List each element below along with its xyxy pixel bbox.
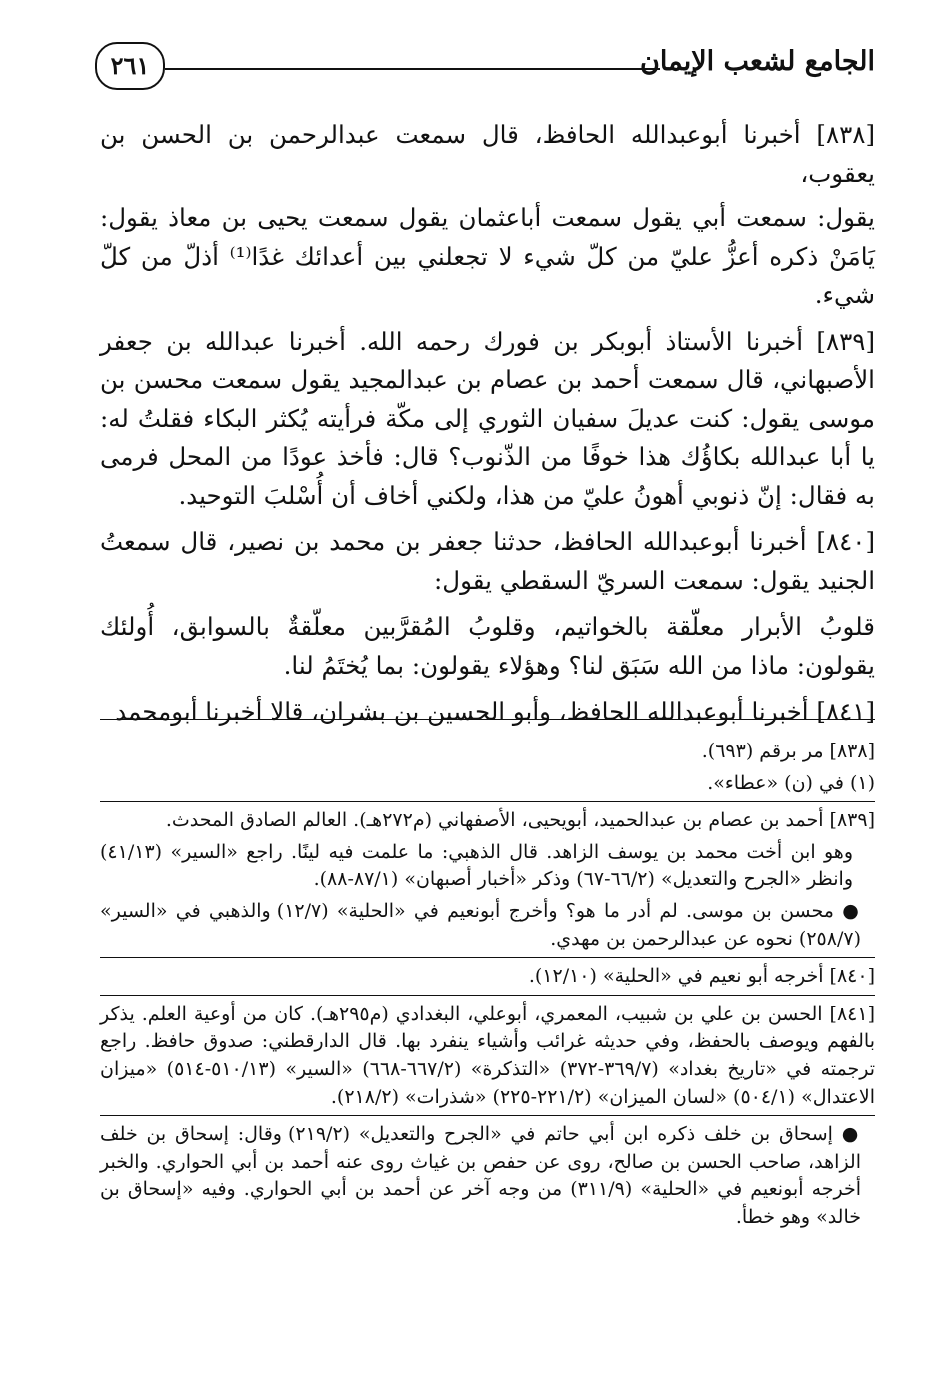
header-rule [165, 68, 660, 70]
footnotes [100, 738, 875, 1236]
footnote-838: [٨٣٨] مر برقم (٦٩٣). [701, 740, 875, 762]
hadith-839: [٨٣٩] أخبرنا الأستاذ أبوبكر بن فورك رحمه الله. أخبرنا عبدالله بن جعفر الأصبهاني، قال سمعت أحمد بن عصام بن عبدالمجيد يقول سمعت محسن بن موسى يقول: كنت عديلَ سفيان الثوري إلى مكّة فرأيته يُكثر البكاء فقلتُ له: يا أبا عبدالله بكاؤُك هذا خوفًا من الذّنوب؟ قال: فأخذ عودًا من المحل فرمى به فقال: إنّ ذنوبي أهونُ عليّ من هذا، ولكني أخاف أن أُسْلبَ التوحيد. [100, 326, 875, 510]
hadith-838-matn: يقول: سمعت أبي يقول سمعت أباعثمان يقول سمعت يحيى بن معاذ يقول: يَامَنْ ذكره أعزُّ عليّ من كلّ شيء لا تجعلني بين أعدائك غدًا⁽¹⁾ أذلّ من كلّ شيء. [100, 203, 875, 309]
hadith-840-matn: قلوبُ الأبرار معلّقة بالخواتيم، وقلوبُ المُقرَّبين معلّقةٌ بالسوابق، أُولئك يقولون: ماذا من الله سَبَق لنا؟ وهؤلاء يقولون: بما يُختَمُ لنا. [100, 612, 875, 680]
footnote-841: [٨٤١] الحسن بن علي بن شبيب، المعمري، أبوعلي، البغدادي (م٢٩٥هـ). كان من أوعية العلم. يذكر بالفهم ويوصف بالحفظ، وفي حديثه غرائب وأشياء ينفرد بها. قال الدارقطني: صدوق حافظ. راجع ترجمته في «تاريخ بغداد» (٣٦٩/٧-٣٧٢) «التذكرة» (٦٦٧/٢-٦٦٨) «السير» (٥١٠/١٣-٥١٤) «ميزان الاعتدال» (٥٠٤/١) «لسان الميزان» (٢٢١/٢-٢٢٥) «شذرات» (٢١٨/٢). [100, 1002, 876, 1108]
footnote-840: [٨٤٠] أخرجه أبو نعيم في «الحلية» (١٢/١٠). [528, 965, 875, 988]
footnote-839-ref: وهو ابن أخت محمد بن يوسف الزاهد. قال الذهبي: ما علمت فيه لينًا. راجع «السير» (٤١/١٣) وانظر «الجرح والتعديل» (٦٦/٢-٦٧) وذكر «أخبار أصبهان» (٨٧/١-٨٨). [100, 840, 853, 891]
footnote-841-narrator: ● إسحاق بن خلف ذكره ابن أبي حاتم في «الجرح والتعديل» (٢١٩/٢) وقال: إسحاق بن خلف الزاهد، صاحب الحسن بن صالح، روى عن حفص بن غياث روى عنه أحمد بن أبي الحواري. والخبر أخرجه أبونعيم في «الحلية» (٣١١/٩) من وجه آخر عن أحمد بن أبي الحواري. وفيه «إسحاق بن خالد» وهو خطأ. [100, 1123, 862, 1228]
page-header [95, 38, 875, 94]
footnote-separator [100, 801, 875, 802]
footnote-separator [100, 1115, 875, 1116]
footnote-1: (١) في (ن) «عطاء». [707, 771, 875, 794]
footnote-839: [٨٣٩] أحمد بن عصام بن عبدالحميد، أبويحيى، الأصفهاني (م٢٧٢هـ). العالم الصادق المحدث. [165, 809, 875, 832]
footnote-separator [100, 995, 875, 996]
footnote-separator [100, 957, 875, 958]
page-number: ٢٦١ [95, 42, 165, 90]
hadith-840-isnad: [٨٤٠] أخبرنا أبوعبدالله الحافظ، حدثنا جعفر بن محمد بن نصير، قال سمعتُ الجنيد يقول: سمعت السريّ السقطي يقول: [100, 527, 875, 595]
main-text [100, 116, 875, 740]
hadith-838-isnad: [٨٣٨] أخبرنا أبوعبدالله الحافظ، قال سمعت عبدالرحمن بن الحسن بن يعقوب، [100, 120, 875, 188]
hadith-841: [٨٤١] أخبرنا أبوعبدالله الحافظ، وأبو الحسين بن بشران، قالا أخبرنا أبومحمد [115, 697, 875, 726]
footnote-839-narrator: ● محسن بن موسى. لم أدر ما هو؟ وأخرج أبونعيم في «الحلية» (١٢/٧) والذهبي في «السير» (٢٥٨/٧) نحوه عن عبدالرحمن بن مهدي. [100, 899, 862, 950]
running-title: الجامع لشعب الإيمان [640, 46, 875, 77]
footnote-divider [100, 719, 875, 720]
